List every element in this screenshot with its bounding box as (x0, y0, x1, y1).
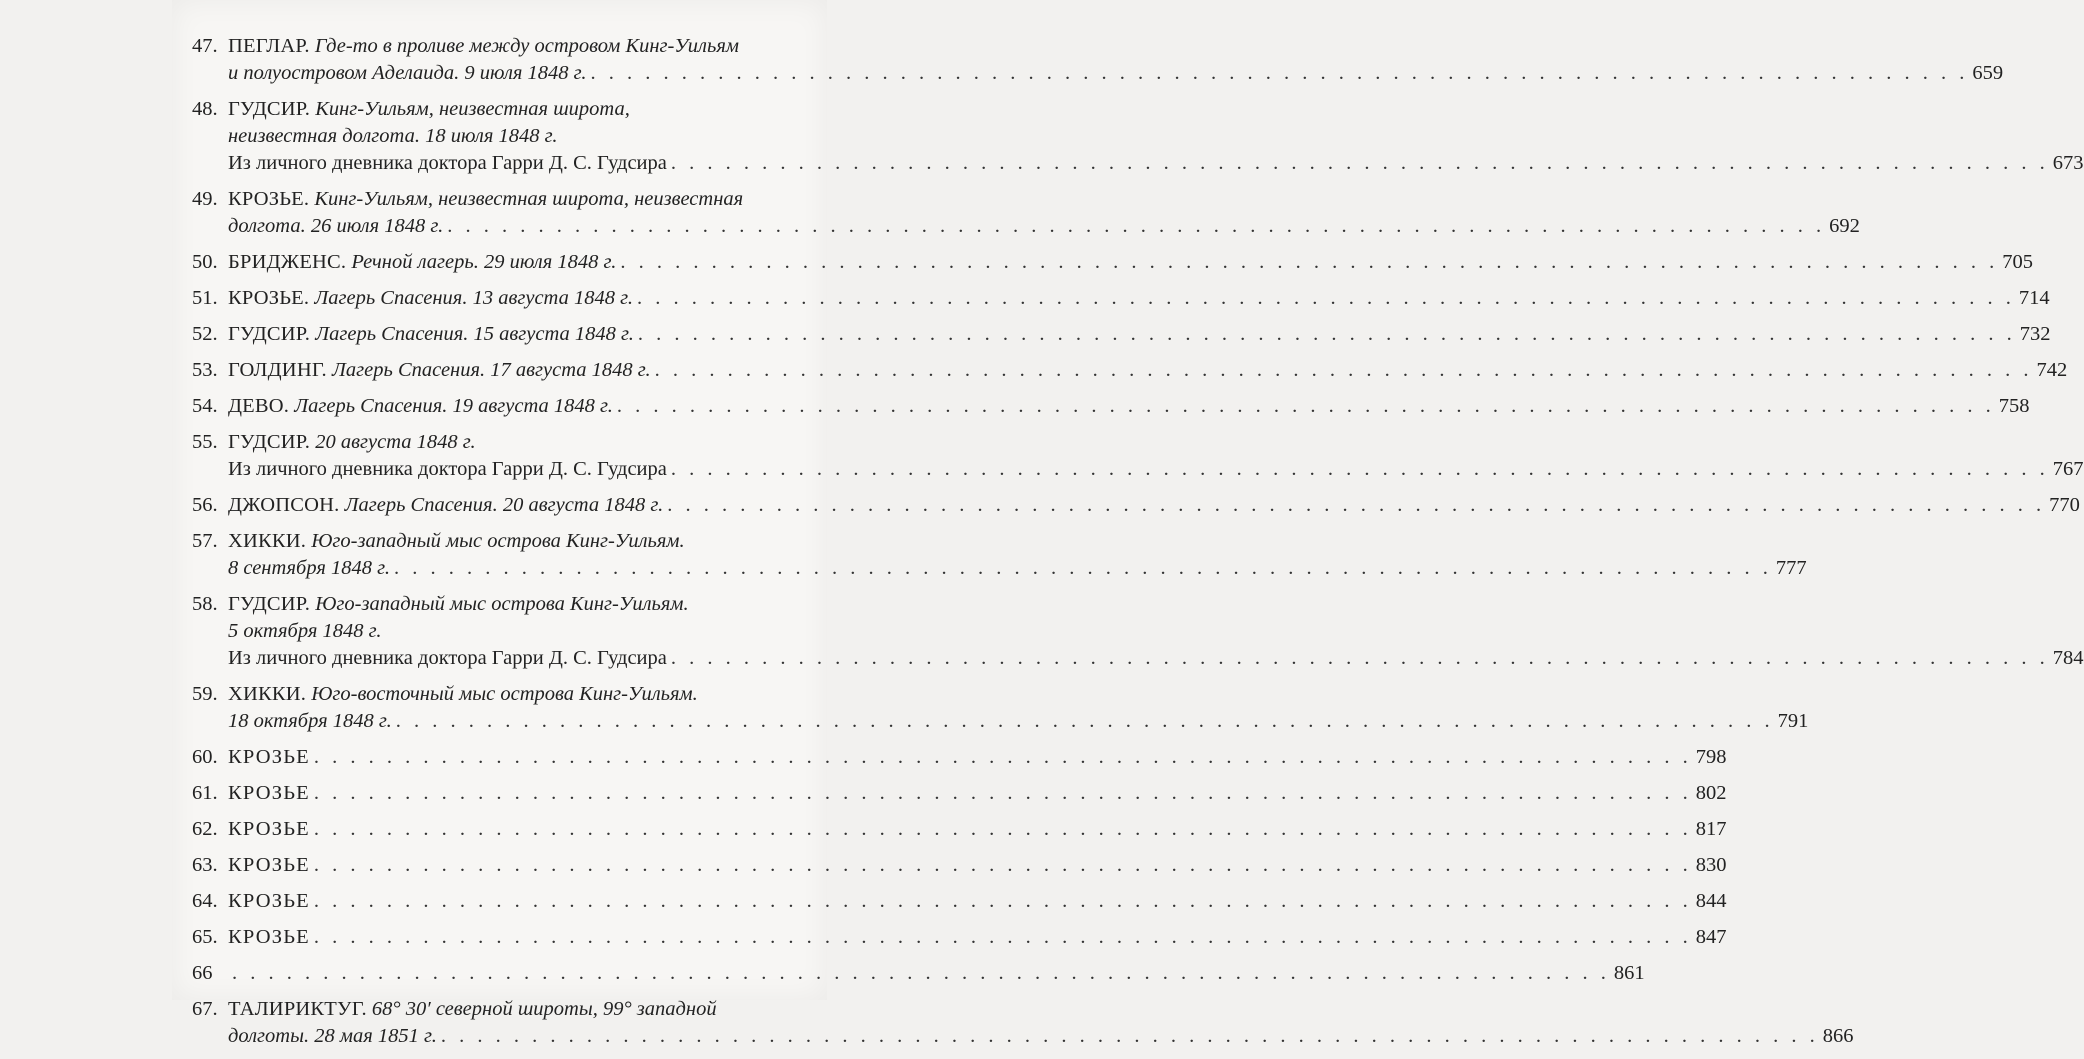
toc-line (228, 96, 2084, 123)
dot-leader (667, 492, 2045, 519)
chapter-number: 56. (192, 494, 218, 516)
toc-line (228, 816, 1727, 843)
toc-entry (192, 321, 2051, 348)
toc-line (228, 591, 2084, 618)
chapter-number: 57. (192, 530, 218, 552)
toc-line (228, 186, 1860, 213)
chapter-heading (228, 780, 1727, 807)
chapter-number: 49. (192, 188, 218, 210)
chapter-heading (228, 33, 2003, 87)
toc-entry (192, 960, 1645, 987)
toc-entry (192, 186, 1860, 240)
location-date: долгота. 26 июля 1848 г. (228, 215, 444, 237)
toc-line (228, 123, 2084, 150)
location-date: Юго-западный мыс острова Кинг-Уильям. (315, 593, 689, 615)
page-number: 732 (2019, 323, 2051, 345)
chapter-number: 55. (192, 431, 218, 453)
dot-leader (314, 852, 1692, 879)
toc-entry (192, 780, 1727, 807)
toc-line (228, 924, 1727, 951)
location-date: 5 октября 1848 г. (228, 620, 382, 642)
page-number: 847 (1695, 926, 1727, 948)
toc-entry (192, 924, 1727, 951)
toc-entry (192, 33, 2004, 87)
page-number: 802 (1695, 782, 1727, 804)
toc-line (228, 528, 1807, 555)
toc-line (228, 708, 1808, 735)
toc-entry (192, 996, 1854, 1050)
toc-line (228, 393, 2029, 420)
chapter-heading (228, 528, 1807, 582)
toc-line (228, 996, 1853, 1023)
narrator-name: ДЕВО. (228, 395, 290, 417)
narrator-name: КРОЗЬЕ. (228, 188, 310, 210)
toc-line (228, 852, 1727, 879)
toc-line (228, 150, 2084, 177)
location-date: Лагерь Спасения. 13 августа 1848 г. (314, 287, 633, 309)
table-of-contents (192, 33, 2084, 1059)
narrator-name: КРОЗЬЕ (228, 854, 310, 876)
toc-line (228, 213, 1860, 240)
toc-line (228, 1023, 1853, 1050)
page-number: 844 (1695, 890, 1727, 912)
narrator-name: ТАЛИРИКТУГ. (228, 998, 367, 1020)
chapter-number: 48. (192, 98, 218, 120)
toc-entry (192, 852, 1727, 879)
chapter-heading (228, 285, 2050, 312)
chapter-number: 62. (192, 818, 218, 840)
page-number: 777 (1775, 557, 1807, 579)
page-number: 692 (1829, 215, 1860, 237)
chapter-heading (228, 996, 1853, 1050)
dot-leader (671, 645, 2049, 672)
narrator-name: БРИДЖЕНС. (228, 251, 347, 273)
narrator-name: КРОЗЬЕ (228, 746, 310, 768)
chapter-number: 47. (192, 35, 218, 57)
dot-leader (638, 321, 2016, 348)
page-number: 673 (2052, 152, 2084, 174)
chapter-number: 67. (192, 998, 218, 1020)
toc-line (228, 555, 1807, 582)
location-date: 68° 30′ северной широты, 99° западной (371, 998, 717, 1020)
dot-leader (617, 393, 1995, 420)
toc-line (228, 645, 2084, 672)
chapter-heading (228, 888, 1727, 915)
location-date: Кинг-Уильям, неизвестная широта, (315, 98, 630, 120)
chapter-heading (228, 321, 2051, 348)
toc-entry (192, 528, 1807, 582)
chapter-number: 53. (192, 359, 218, 381)
dot-leader (314, 744, 1692, 771)
page-number: 659 (1972, 62, 2004, 84)
toc-line (228, 456, 2084, 483)
chapter-heading (228, 960, 1645, 987)
narrator-name: КРОЗЬЕ (228, 818, 310, 840)
dot-leader (447, 213, 1825, 240)
narrator-name: ГУДСИР. (228, 323, 311, 345)
narrator-name: КРОЗЬЕ (228, 782, 310, 804)
chapter-number: 66 (192, 962, 213, 984)
dot-leader (671, 456, 2049, 483)
location-date: неизвестная долгота. 18 июля 1848 г. (228, 125, 558, 147)
page-number: 817 (1695, 818, 1727, 840)
page-number: 714 (2018, 287, 2050, 309)
chapter-number: 65. (192, 926, 218, 948)
dot-leader (591, 60, 1969, 87)
dot-leader (232, 960, 1610, 987)
toc-line (228, 888, 1727, 915)
toc-line (228, 249, 2033, 276)
page-number: 784 (2052, 647, 2084, 669)
location-date: Юго-западный мыс острова Кинг-Уильям. (311, 530, 685, 552)
narrator-name: ГОЛДИНГ. (228, 359, 327, 381)
dot-leader (394, 555, 1772, 582)
narrator-name: ПЕГЛАР. (228, 35, 310, 57)
location-date: 8 сентября 1848 г. (228, 557, 390, 579)
toc-entry (192, 249, 2033, 276)
dot-leader (314, 888, 1692, 915)
toc-line (228, 33, 2003, 60)
toc-line (228, 321, 2051, 348)
toc-entry (192, 888, 1727, 915)
page-number: 861 (1613, 962, 1645, 984)
location-date: Где-то в проливе между островом Кинг-Уильям (314, 35, 739, 57)
toc-line (228, 429, 2084, 456)
chapter-heading (228, 924, 1727, 951)
chapter-number: 58. (192, 593, 218, 615)
chapter-heading (228, 744, 1727, 771)
location-date: Речной лагерь. 29 июля 1848 г. (351, 251, 617, 273)
narrator-name: КРОЗЬЕ (228, 926, 310, 948)
toc-entry (192, 357, 2068, 384)
chapter-number: 52. (192, 323, 218, 345)
narrator-name: ГУДСИР. (228, 431, 311, 453)
source-note: Из личного дневника доктора Гарри Д. С. Гудсира (228, 647, 667, 669)
source-note: Из личного дневника доктора Гарри Д. С. Гудсира (228, 152, 667, 174)
dot-leader (655, 357, 2033, 384)
location-date: Лагерь Спасения. 17 августа 1848 г. (332, 359, 651, 381)
location-date: и полуостровом Аделаида. 9 июля 1848 г. (228, 62, 587, 84)
toc-entry (192, 816, 1727, 843)
chapter-heading (228, 492, 2080, 519)
chapter-heading (228, 357, 2067, 384)
chapter-heading (228, 816, 1727, 843)
narrator-name: ГУДСИР. (228, 98, 311, 120)
toc-line (228, 780, 1727, 807)
source-note: Из личного дневника доктора Гарри Д. С. Гудсира (228, 458, 667, 480)
toc-entry (192, 591, 2084, 672)
location-date: Кинг-Уильям, неизвестная широта, неизвестная (314, 188, 744, 210)
chapter-heading (228, 591, 2084, 672)
page-number: 742 (2036, 359, 2068, 381)
toc-line (228, 60, 2003, 87)
dot-leader (396, 708, 1774, 735)
chapter-number: 63. (192, 854, 218, 876)
page-number: 830 (1695, 854, 1727, 876)
chapter-heading (228, 393, 2029, 420)
chapter-number: 51. (192, 287, 218, 309)
chapter-heading (228, 429, 2084, 483)
toc-entry (192, 681, 1809, 735)
narrator-name: ХИККИ. (228, 683, 307, 705)
dot-leader (314, 924, 1692, 951)
dot-leader (671, 150, 2049, 177)
toc-line (228, 285, 2050, 312)
location-date: Лагерь Спасения. 20 августа 1848 г. (344, 494, 664, 516)
page-number: 758 (1998, 395, 2030, 417)
chapter-heading (228, 249, 2033, 276)
narrator-name: КРОЗЬЕ. (228, 287, 310, 309)
chapter-number: 60. (192, 746, 218, 768)
narrator-name: КРОЗЬЕ (228, 890, 310, 912)
toc-entry (192, 285, 2050, 312)
chapter-heading (228, 852, 1727, 879)
chapter-heading (228, 681, 1808, 735)
page-number: 705 (2002, 251, 2033, 273)
dot-leader (637, 285, 2015, 312)
chapter-heading (228, 186, 1860, 240)
narrator-name: ДЖОПСОН. (228, 494, 340, 516)
toc-line (228, 357, 2067, 384)
chapter-number: 64. (192, 890, 218, 912)
toc-line (228, 618, 2084, 645)
toc-entry (192, 744, 1727, 771)
chapter-number: 61. (192, 782, 218, 804)
location-date: Юго-восточный мыс острова Кинг-Уильям. (311, 683, 698, 705)
chapter-number: 54. (192, 395, 218, 417)
dot-leader (620, 249, 1998, 276)
dot-leader (314, 780, 1692, 807)
toc-line (228, 492, 2080, 519)
toc-entry (192, 393, 2030, 420)
page-number: 798 (1695, 746, 1727, 768)
location-date: долготы. 28 мая 1851 г. (228, 1025, 437, 1047)
location-date: Лагерь Спасения. 19 августа 1848 г. (294, 395, 613, 417)
toc-entry (192, 429, 2084, 483)
toc-line (228, 681, 1808, 708)
location-date: 18 октября 1848 г. (228, 710, 392, 732)
chapter-heading (228, 96, 2084, 177)
toc-line (228, 744, 1727, 771)
narrator-name: ХИККИ. (228, 530, 307, 552)
page-number: 770 (2049, 494, 2080, 516)
chapter-number: 50. (192, 251, 218, 273)
dot-leader (314, 816, 1692, 843)
toc-entry (192, 492, 2080, 519)
location-date: Лагерь Спасения. 15 августа 1848 г. (315, 323, 634, 345)
page-number: 791 (1777, 710, 1809, 732)
page-number: 767 (2052, 458, 2084, 480)
chapter-number: 59. (192, 683, 218, 705)
toc-entry (192, 96, 2084, 177)
location-date: 20 августа 1848 г. (315, 431, 476, 453)
narrator-name: ГУДСИР. (228, 593, 311, 615)
toc-line (228, 960, 1645, 987)
page-number: 866 (1822, 1025, 1854, 1047)
dot-leader (441, 1023, 1819, 1050)
